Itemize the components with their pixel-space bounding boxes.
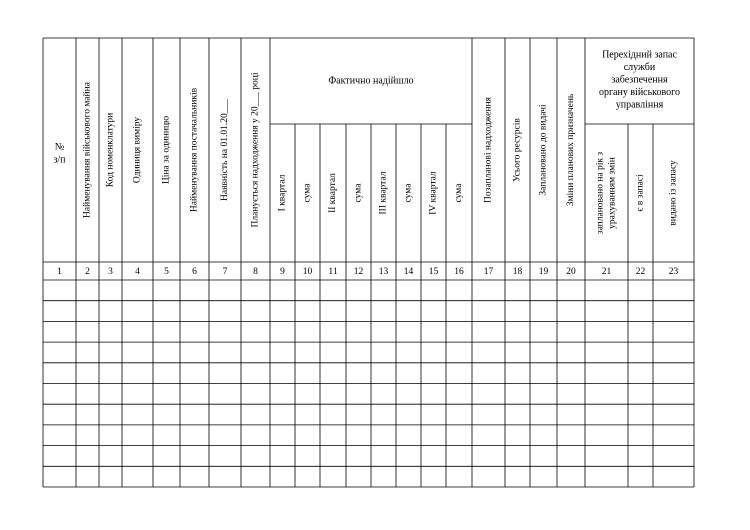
header-c16: сума [454, 183, 465, 203]
header-c19: Заплановано до видачі [538, 104, 549, 196]
header-c10: сума [302, 183, 313, 203]
column-number-15: 15 [428, 267, 439, 278]
column-number-18: 18 [512, 267, 523, 278]
header-c21-line1: заплановано на рік з [595, 151, 606, 235]
header-c22: є в запасі [635, 174, 646, 212]
header-c3: Код номенклатури [105, 112, 116, 188]
col-number-label: з/п [53, 154, 66, 166]
column-number-8: 8 [253, 267, 258, 278]
column-number-20: 20 [566, 267, 576, 278]
column-number-2: 2 [85, 267, 90, 278]
header-c5: Ціна за одиницю [161, 115, 172, 185]
header-c11: II квартал [328, 173, 339, 213]
header-c13: III квартал [378, 171, 389, 215]
header-c23: видано із запасу [668, 160, 679, 226]
header-c6: Найменування постачальників [189, 87, 200, 213]
header-c12: сума [353, 183, 364, 203]
column-number-9: 9 [280, 267, 285, 278]
header-c4: Одиниця виміру [132, 116, 143, 184]
group-reserve-line-4: органу військового [598, 86, 681, 98]
column-number-10: 10 [302, 267, 313, 278]
header-c18: Усього ресурсів [512, 118, 523, 182]
group-reserve-line-5: управління [615, 99, 664, 111]
column-number-7: 7 [222, 267, 228, 278]
column-number-5: 5 [164, 267, 169, 278]
column-number-22: 22 [635, 267, 646, 278]
header-c14: сума [403, 183, 414, 203]
column-number-6: 6 [192, 267, 197, 278]
group-actual-received: Фактично надійшло [328, 75, 414, 87]
column-number-19: 19 [538, 267, 549, 278]
column-number-4: 4 [135, 267, 140, 278]
column-number-13: 13 [378, 267, 389, 278]
column-number-17: 17 [483, 267, 494, 278]
header-c8: Планується надходження у 20___ році [250, 72, 261, 228]
header-c7: Наявність на 01.01.20___ [220, 99, 231, 201]
column-number-16: 16 [454, 267, 464, 278]
col-number-symbol: № [54, 141, 65, 153]
header-c15: IV квартал [428, 171, 439, 215]
group-reserve-line-3: забезпечення [611, 74, 668, 86]
header-c17: Позапланові надходження [483, 97, 494, 203]
column-number-21: 21 [601, 267, 612, 278]
column-number-12: 12 [353, 267, 364, 278]
group-reserve-line-2: служби [623, 61, 656, 73]
group-reserve-line-1: Перехідний запас [602, 49, 677, 61]
column-number-11: 11 [328, 267, 338, 278]
header-c2: Найменування військового майна [82, 82, 93, 218]
header-c9: I квартал [277, 174, 288, 212]
header-c20: Зміни планових призначень [566, 93, 577, 207]
column-number-1: 1 [57, 267, 62, 278]
column-number-14: 14 [403, 267, 414, 278]
column-number-23: 23 [668, 267, 679, 278]
header-c21-line2: урахуванням змін [607, 157, 618, 229]
column-number-3: 3 [108, 267, 113, 278]
